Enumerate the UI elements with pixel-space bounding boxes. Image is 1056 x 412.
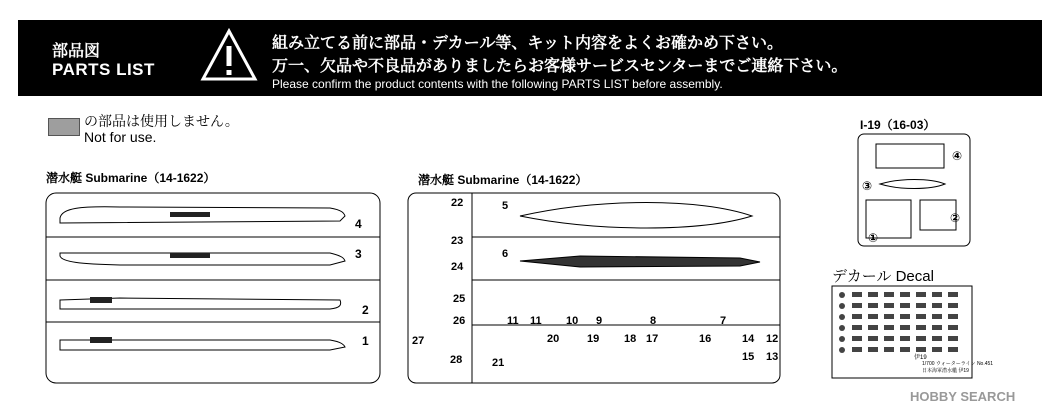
part-26-label: 26	[453, 315, 466, 327]
part-circle-4-label: ④	[952, 149, 963, 163]
left-sprue-title: 潜水艇 Submarine（14-1622）	[46, 171, 216, 185]
part-circle-2-label: ②	[950, 211, 961, 225]
center-sprue-title: 潜水艇 Submarine（14-1622）	[418, 173, 588, 187]
legend-text-en: Not for use.	[84, 129, 157, 145]
warning-text-en: Please confirm the product contents with the following PARTS LIST before assembly.	[272, 77, 723, 91]
part-13-label: 13	[766, 351, 779, 363]
part-8-label: 8	[650, 315, 657, 327]
part-19-label: 19	[587, 333, 600, 345]
part-12-label: 12	[766, 333, 779, 345]
part-10-label: 10	[566, 315, 579, 327]
part-2-label: 2	[362, 303, 369, 317]
part-4-label: 4	[355, 217, 362, 231]
part-24-label: 24	[451, 261, 464, 273]
part-11b-label: 11	[530, 315, 542, 327]
legend-text-jp: の部品は使用しません。	[84, 113, 239, 129]
watermark: HOBBY SEARCH	[910, 389, 1016, 404]
part-20-label: 20	[547, 333, 560, 345]
part-23-label: 23	[451, 235, 464, 247]
part-3-label: 3	[355, 247, 362, 261]
title-jp: 部品図	[52, 43, 101, 60]
part-5-label: 5	[502, 200, 509, 212]
part-6-label: 6	[502, 248, 509, 260]
part-18-label: 18	[624, 333, 637, 345]
warning-text-jp-1: 組み立てる前に部品・デカール等、キット内容をよくお確かめ下さい。	[272, 35, 784, 52]
part-15-label: 15	[742, 351, 755, 363]
part-25-label: 25	[453, 293, 466, 305]
decal-title: デカール Decal	[832, 268, 934, 285]
decal-note-2: 日本海軍潜水艦 伊19	[922, 368, 969, 374]
part-1-label: 1	[362, 334, 369, 348]
decal-small-label: 伊19	[914, 355, 927, 361]
part-circle-1-label: ①	[868, 231, 879, 245]
part-11a-label: 11	[507, 315, 519, 327]
title-en: PARTS LIST	[52, 60, 155, 79]
right-sprue-title: I-19（16-03）	[860, 118, 936, 132]
part-16-label: 16	[699, 333, 712, 345]
part-21-label: 21	[492, 357, 505, 369]
part-28-label: 28	[450, 354, 463, 366]
part-17-label: 17	[646, 333, 659, 345]
part-9-label: 9	[596, 315, 603, 327]
part-circle-3-label: ③	[862, 179, 873, 193]
part-27-label: 27	[412, 335, 425, 347]
part-14-label: 14	[742, 333, 755, 345]
part-22-label: 22	[451, 197, 464, 209]
part-7-label: 7	[720, 315, 727, 327]
decal-note-1: 1/700 ウォーターライン No.451	[922, 361, 994, 367]
warning-text-jp-2: 万一、欠品や不良品がありましたらお客様サービスセンターまでご連絡下さい。	[272, 58, 848, 75]
